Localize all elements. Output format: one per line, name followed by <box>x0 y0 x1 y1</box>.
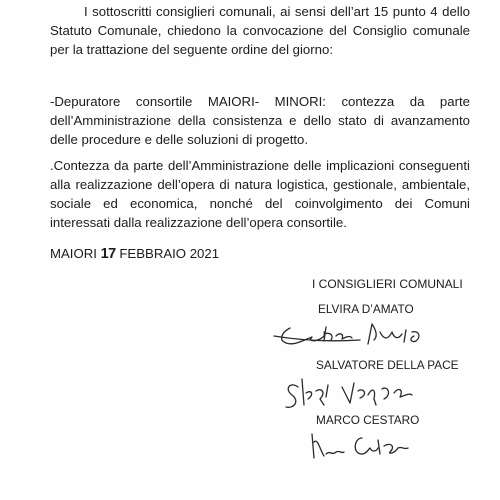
handwritten-signature-3 <box>304 420 414 468</box>
signatures-heading: I CONSIGLIERI COMUNALI <box>312 277 463 291</box>
signer-name-1: ELVIRA D’AMATO <box>318 302 414 316</box>
date-place: MAIORI <box>50 246 97 261</box>
date-day: 17 <box>100 246 116 262</box>
paragraph-item-depuratore: -Depuratore consortile MAIORI- MINORI: contezza da parte dell’Amministrazione della consistenza e dello stato di avanzamento delle procedure e delle soluzioni di progetto. <box>50 94 470 147</box>
paragraph-item-contezza: .Contezza da parte dell’Amministrazione delle implicazioni conseguenti alla realizzazione dell’opera di natura logistica, gestionale, ambientale, sociale ed economica, nonché del coinvolgimento dei Comuni interessati dalla realizzazione dell’opera consortile. <box>50 158 470 230</box>
signer-name-3: MARCO CESTARO <box>316 413 420 427</box>
date-line <box>50 244 219 264</box>
handwritten-signature-1 <box>268 310 438 360</box>
paragraph-request: I sottoscritti consiglieri comunali, ai sensi dell’art 15 punto 4 dello Statuto Comunale, chiedono la convocazione del Consiglio comunale per la trattazione del seguente ordine del giorno: <box>50 4 470 57</box>
handwritten-signature-2 <box>280 365 420 415</box>
date-month-year: FEBBRAIO 2021 <box>119 246 220 261</box>
signer-name-2: SALVATORE DELLA PACE <box>316 358 459 372</box>
